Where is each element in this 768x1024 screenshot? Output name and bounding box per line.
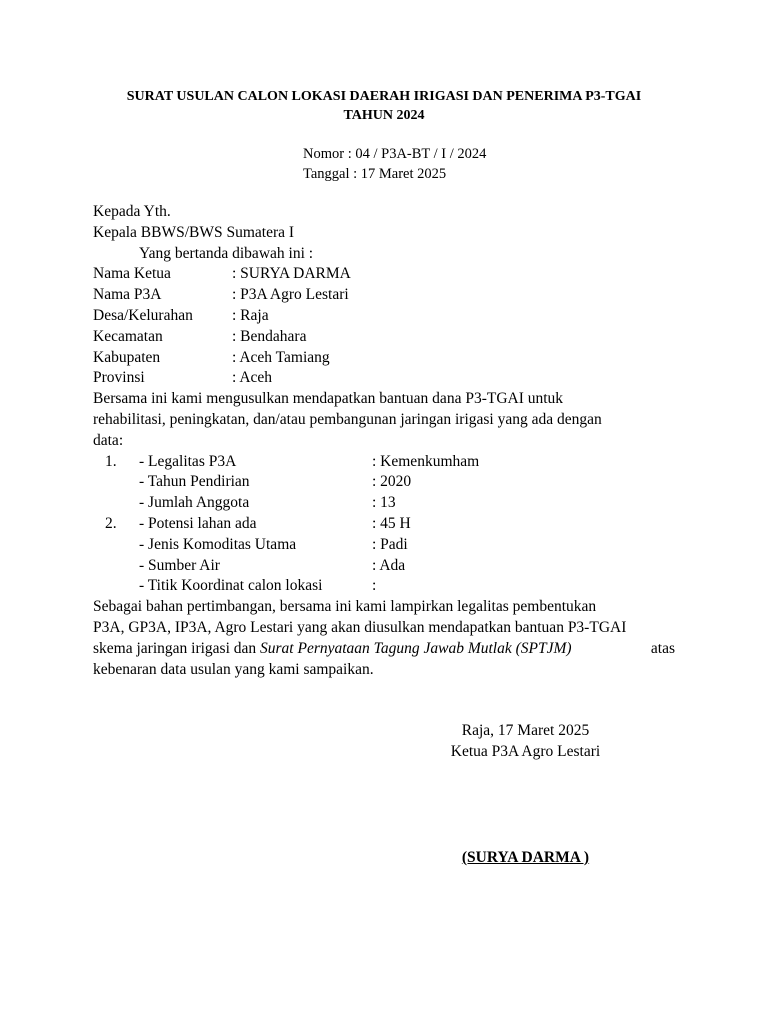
list-value: :: [372, 577, 377, 595]
letter-meta: [303, 144, 486, 184]
list-item: [93, 452, 675, 473]
list-item: [93, 493, 675, 514]
sptjm-reference: Surat Pernyataan Tagung Jawab Mutlak (SPTJM): [260, 639, 572, 657]
intro-text: Yang bertanda dibawah ini :: [139, 244, 314, 262]
field-value: : Aceh Tamiang: [232, 348, 330, 366]
paragraph-2-line-2: P3A, GP3A, IP3A, Agro Lestari yang akan diusulkan mendapatkan bantuan P3-TGAI: [93, 618, 627, 636]
letter-number: Nomor : 04 / P3A-BT / I / 2024: [303, 146, 487, 162]
title-line-2: TAHUN 2024: [343, 108, 425, 123]
field-label: Provinsi: [93, 369, 145, 387]
paragraph-1-line-1: Bersama ini kami mengusulkan mendapatkan bantuan dana P3-TGAI untuk: [93, 390, 564, 408]
field-row: [93, 368, 675, 389]
letter-date: Tanggal : 17 Maret 2025: [303, 166, 447, 182]
paragraph-1-line-2: rehabilitasi, peningkatan, dan/atau pembangunan jaringan irigasi yang ada dengan: [93, 410, 602, 428]
field-row: [93, 306, 675, 327]
field-label: Nama Ketua: [93, 265, 171, 283]
list-item: [93, 472, 675, 493]
list-value: : Padi: [372, 535, 408, 553]
identity-fields: [93, 264, 675, 389]
list-value: : Kemenkumham: [372, 452, 480, 470]
signature-role: Ketua P3A Agro Lestari: [450, 742, 601, 760]
field-value: : SURYA DARMA: [232, 265, 351, 283]
list-number: 2.: [105, 514, 117, 532]
greeting: Kepada Yth.: [93, 203, 171, 220]
list-label: - Sumber Air: [139, 556, 220, 574]
field-value: : Bendahara: [232, 327, 307, 345]
signature-place-date: Raja, 17 Maret 2025: [461, 722, 590, 739]
list-item: [93, 556, 675, 577]
signer-name: (SURYA DARMA ): [461, 849, 590, 866]
list-item: [93, 514, 675, 535]
list-value: : Ada: [372, 556, 406, 574]
list-label: - Legalitas P3A: [139, 452, 237, 470]
list-label: - Tahun Pendirian: [139, 473, 250, 491]
data-list: [93, 452, 675, 598]
field-row: [93, 264, 675, 285]
field-value: : Raja: [232, 306, 269, 324]
title-line-1: SURAT USULAN CALON LOKASI DAERAH IRIGASI DAN PENERIMA P3-TGAI: [126, 89, 642, 104]
list-label: - Jenis Komoditas Utama: [139, 535, 297, 553]
paragraph-2-line-4: kebenaran data usulan yang kami sampaikan.: [93, 660, 374, 678]
letter-title: [93, 87, 675, 125]
paragraph-1-line-3: data:: [93, 431, 124, 449]
paragraph-2-line-3-suffix: atas: [647, 639, 675, 657]
signature-block: [440, 721, 611, 763]
paragraph-2-line-1: Sebagai bahan pertimbangan, bersama ini kami lampirkan legalitas pembentukan: [93, 598, 597, 616]
list-value: : 13: [372, 494, 396, 512]
list-label: - Potensi lahan ada: [139, 514, 257, 532]
list-number: 1.: [105, 452, 117, 470]
paragraph-2: [93, 597, 675, 680]
field-label: Desa/Kelurahan: [93, 306, 193, 324]
field-row: [93, 327, 675, 348]
list-item: [93, 535, 675, 556]
list-value: : 2020: [372, 473, 412, 491]
addressee: Kepala BBWS/BWS Sumatera I: [93, 223, 295, 241]
field-value: : P3A Agro Lestari: [232, 286, 349, 304]
letter-body: [93, 202, 675, 680]
list-label: - Jumlah Anggota: [139, 494, 250, 512]
field-label: Nama P3A: [93, 286, 162, 304]
field-label: Kabupaten: [93, 348, 161, 366]
field-value: : Aceh: [232, 369, 273, 387]
list-label: - Titik Koordinat calon lokasi: [139, 577, 323, 595]
list-item: [93, 576, 675, 597]
paragraph-2-line-3-prefix: skema jaringan irigasi dan: [93, 639, 261, 657]
list-value: : 45 H: [372, 514, 411, 532]
paragraph-1: [93, 389, 675, 451]
paragraph-2-line-3: [93, 639, 675, 660]
field-label: Kecamatan: [93, 327, 163, 345]
field-row: [93, 348, 675, 369]
field-row: [93, 285, 675, 306]
